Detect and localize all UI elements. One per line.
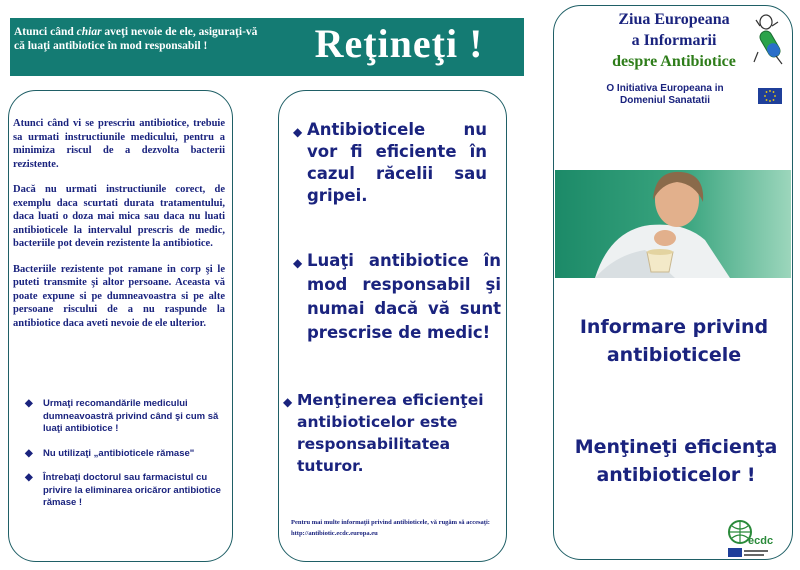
eu-flag-icon <box>758 88 782 104</box>
tip-text: Nu utilizaţi „antibioticele rămase" <box>43 447 195 459</box>
tip-text: Urmaţi recomandările medicului dumneavoastră privind când şi cum să luaţi antibiotice ! <box>43 398 219 434</box>
key-message-2 <box>293 249 501 345</box>
ecdc-logo-text: ecdc <box>748 535 774 547</box>
diamond-bullet-icon: ◆ <box>25 472 33 483</box>
diamond-bullet-icon: ◆ <box>293 125 303 139</box>
key-message-text: Antibioticele nu vor fi eficiente în cazul răcelii sau gripei. <box>307 120 487 205</box>
campaign-title-line3: despre Antibiotice <box>612 53 736 70</box>
top-banner <box>10 18 524 76</box>
diamond-bullet-icon: ◆ <box>293 256 303 270</box>
campaign-title-line1: Ziua Europeana <box>618 11 730 28</box>
tip-item <box>25 398 231 436</box>
key-message-1 <box>293 119 487 207</box>
banner-title: Reţineţi ! <box>314 21 484 66</box>
tips-list <box>25 398 231 522</box>
diamond-bullet-icon: ◆ <box>25 447 33 459</box>
tip-text: Întrebaţi doctorul sau farmacistul cu privire la eliminarea oricăror antibiotice rămase ! <box>43 472 221 508</box>
left-paragraph-2: Dacă nu urmati instructiunile corect, de exemplu daca scurtati durata tratamentului, daca luati o doza mai mica sau daca nu luati antibioticele la intervalul prescris de medic, bacteriile pot devein rezistente la antibiotice. <box>13 184 225 249</box>
ecdc-logo-icon <box>726 520 774 558</box>
maintain-heading: Menţineţi eficienţa antibioticelor ! <box>574 436 778 486</box>
key-message-3 <box>283 389 507 477</box>
tip-item <box>25 472 231 510</box>
left-panel <box>8 90 233 562</box>
tip-item <box>25 448 231 461</box>
more-info-footer: Pentru mai multe informaţii privind antibioticele, vă rugăm să accesaţi: http://antibiotic.ecdc.europa.eu <box>291 519 490 537</box>
sick-woman-photo <box>555 170 791 278</box>
banner-note <box>14 25 260 53</box>
initiative-text: O Initiativa Europeana in Domeniul Sanatatii <box>606 83 724 106</box>
right-panel <box>553 5 793 560</box>
diamond-bullet-icon: ◆ <box>283 395 293 409</box>
banner-note-part2: aveţi nevoie de ele, asiguraţi-vă că luaţi antibiotice în mod responsabil ! <box>14 26 258 52</box>
key-message-text: Luaţi antibiotice în mod responsabil şi numai dacă vă sunt prescrise de medic! <box>307 251 501 342</box>
capsule-mascot-icon <box>750 12 788 68</box>
campaign-title-line2: a Informarii <box>631 32 717 49</box>
info-heading: Informare privind antibioticele <box>579 316 769 366</box>
banner-note-italic: chiar <box>76 26 102 38</box>
left-paragraph-3: Bacteriile rezistente pot ramane in corp şi le puteti transmite şi altor persoane. Aceasta vă poate expune si pe dumneavoastra si pe alte persoane riscului de a nu raspunde la antibiotice daca aveti nevoie de ele ulterior. <box>13 263 225 329</box>
diamond-bullet-icon: ◆ <box>25 398 33 409</box>
banner-note-part1: Atunci când <box>14 26 77 38</box>
middle-panel <box>278 90 507 562</box>
left-panel-text <box>13 117 225 342</box>
left-paragraph-1: Atunci când vi se prescriu antibiotice, trebuie sa urmati instructiunile medicului, pentru a minimiza riscul de a dezvolta bacterii rezistente. <box>13 118 225 170</box>
key-message-text: Menţinerea eficienţei antibioticelor este responsabilitatea tuturor. <box>297 391 484 475</box>
